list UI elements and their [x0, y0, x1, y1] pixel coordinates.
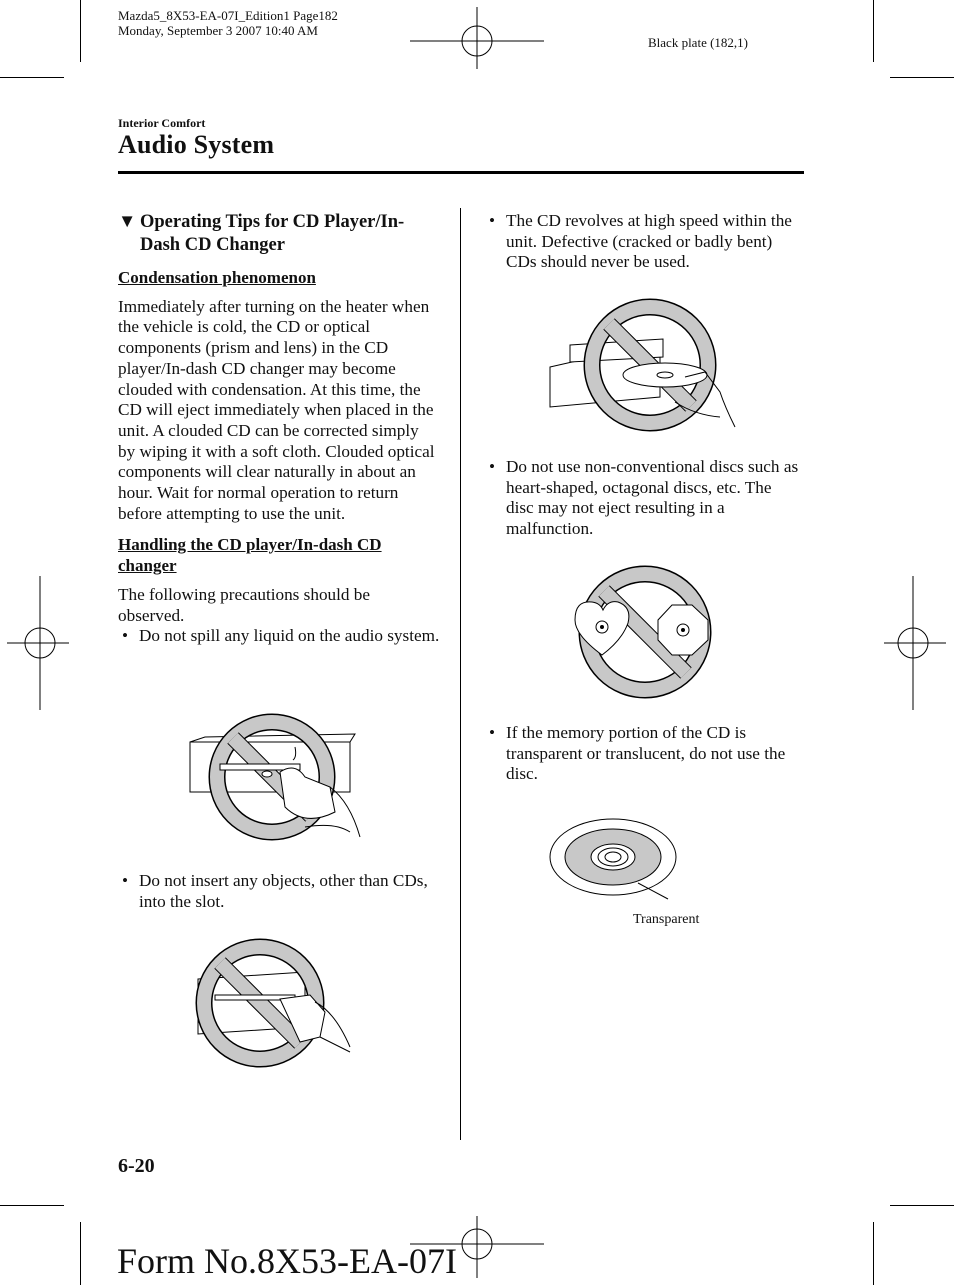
crop-mark	[0, 1205, 64, 1206]
page-number: 6-20	[118, 1155, 155, 1177]
bullet-liquid	[118, 626, 440, 647]
right-column-mid	[485, 457, 803, 540]
bullet-defective-text: The CD revolves at high speed within the unit. Defective (cracked or badly bent) CDs should never be used.	[506, 211, 792, 272]
print-date-line: Monday, September 3 2007 10:40 AM	[118, 23, 318, 38]
plate-label: Black plate (182,1)	[648, 35, 748, 50]
transparent-cd-figure	[548, 815, 683, 900]
no-objects-figure	[190, 937, 365, 1072]
bullet-nonconventional-text: Do not use non-conventional discs such as heart-shaped, octagonal discs, etc. The disc may not eject resulting in a malfunction.	[506, 457, 799, 539]
registration-mark-top	[410, 5, 544, 71]
section-label: Interior Comfort	[118, 116, 206, 130]
bullet-dot: •	[489, 457, 496, 476]
page-title: Audio System	[118, 130, 275, 159]
column-divider	[460, 208, 461, 1140]
condensation-body: Immediately after turning on the heater when the vehicle is cold, the CD or optical components (prism and lens) in the CD player/In-dash CD changer may become clouded with condensation. At this time, the CD will eject immediately when placed in the unit. A clouded CD can be corrected simply by wiping it with a soft cloth. Clouded optical components will clear naturally in about an hour. Wait for normal operation to return before attempting to use the unit.	[118, 296, 435, 523]
crop-mark	[890, 77, 954, 78]
no-liquid-figure	[185, 712, 365, 852]
bullet-transparent-text: If the memory portion of the CD is transparent or translucent, do not use the disc.	[506, 723, 786, 784]
bullet-nonconventional	[485, 457, 803, 540]
bullet-defective	[485, 211, 803, 273]
registration-mark-right	[882, 576, 948, 710]
bullet-dot: •	[122, 871, 129, 890]
crop-mark	[873, 1222, 874, 1285]
bullet-transparent	[485, 723, 803, 785]
bullet-objects	[118, 871, 440, 912]
transparent-label: Transparent	[633, 912, 700, 927]
bullet-liquid-text: Do not spill any liquid on the audio system.	[139, 626, 440, 646]
crop-mark	[80, 0, 81, 62]
registration-mark-left	[5, 576, 71, 710]
bullet-dot: •	[122, 626, 129, 646]
bullet-dot: •	[489, 211, 496, 230]
right-column-low	[485, 723, 803, 785]
crop-mark	[873, 0, 874, 62]
handling-title: Handling the CD player/In-dash CD changer	[118, 535, 382, 576]
form-number: Form No.8X53-EA-07I	[117, 1241, 457, 1281]
crop-mark	[0, 77, 64, 78]
topic-heading	[118, 211, 440, 257]
triangle-marker-icon: ▼	[118, 212, 137, 232]
left-column-lower	[118, 871, 440, 912]
right-column	[485, 211, 803, 273]
left-column	[118, 211, 440, 647]
bullet-dot: •	[489, 723, 496, 742]
topic-heading-text: Operating Tips for CD Player/In-Dash CD Changer	[140, 212, 405, 255]
crop-mark	[80, 1222, 81, 1285]
no-defective-cd-figure	[545, 297, 745, 437]
print-file-line: Mazda5_8X53-EA-07I_Edition1 Page182	[118, 8, 338, 23]
title-rule	[118, 171, 804, 174]
no-nonstandard-discs-figure	[570, 565, 720, 700]
condensation-title: Condensation phenomenon	[118, 268, 316, 287]
handling-intro: The following precautions should be observed.	[118, 584, 371, 625]
bullet-objects-text: Do not insert any objects, other than CDs, into the slot.	[139, 871, 428, 911]
crop-mark	[890, 1205, 954, 1206]
